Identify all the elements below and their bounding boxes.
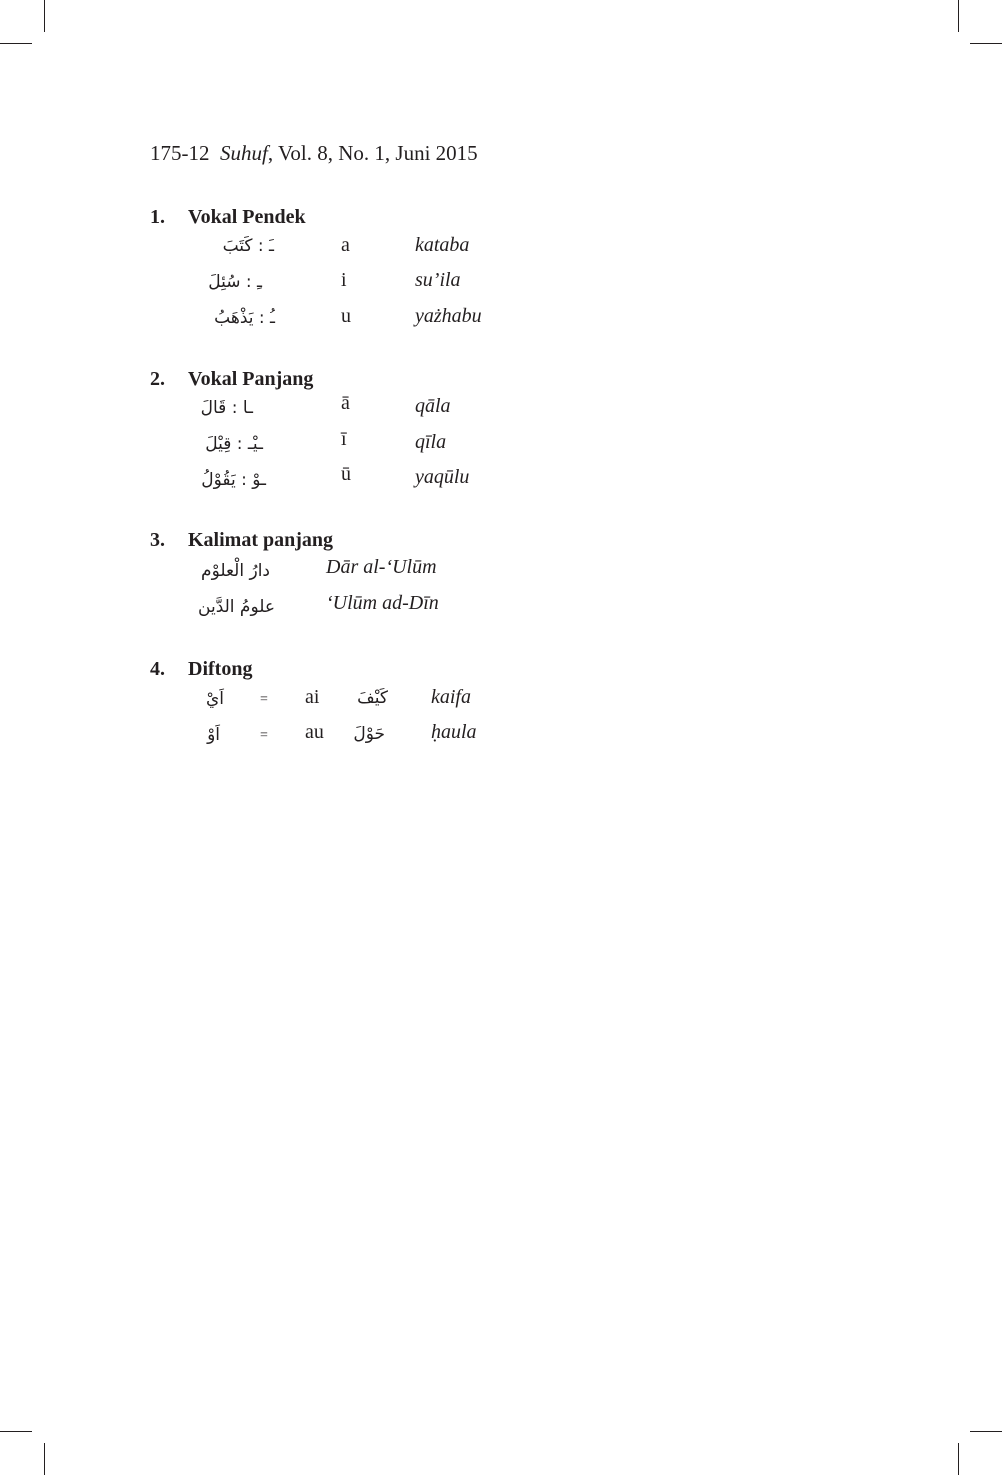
transliteration-example: kataba: [415, 234, 470, 256]
transliteration-example: kaifa: [431, 686, 471, 708]
crop-mark-top-left-horizontal: [0, 43, 32, 44]
transliteration-example: ‘Ulūm ad-Dīn: [326, 592, 439, 614]
section-title-vokal-panjang: [150, 368, 313, 391]
section-number: 4.: [150, 658, 165, 680]
section-title-text: Vokal Panjang: [188, 368, 314, 390]
crop-mark-top-right-vertical: [958, 0, 959, 32]
transliteration-example: yażhabu: [415, 305, 482, 327]
transliteration-example: Dār al-‘Ulūm: [326, 556, 437, 578]
arabic-form: ـا : قَالَ: [200, 398, 253, 418]
crop-mark-bottom-left-horizontal: [0, 1431, 32, 1432]
arabic-phrase: علومُ الدَّين: [198, 597, 275, 617]
section-title-kalimat-panjang: [150, 529, 333, 552]
running-header: [150, 141, 478, 166]
latin-vowel: a: [341, 234, 350, 256]
section-title-vokal-pendek: [150, 206, 306, 229]
section-number: 1.: [150, 206, 165, 228]
crop-mark-bottom-right-vertical: [958, 1443, 959, 1475]
journal-name: Suhuf: [220, 141, 268, 165]
equals-sign: =: [260, 692, 268, 707]
crop-mark-bottom-right-horizontal: [970, 1431, 1002, 1432]
section-number: 3.: [150, 529, 165, 551]
arabic-example: كَيْفَ: [357, 688, 388, 708]
page-number: 175-12: [150, 141, 210, 165]
equals-sign: =: [260, 728, 268, 743]
arabic-phrase: دارُ الْعلوْم: [201, 561, 270, 581]
journal-issue: , Vol. 8, No. 1, Juni 2015: [267, 141, 478, 165]
section-title-text: Kalimat panjang: [188, 529, 334, 551]
transliteration-example: yaqūlu: [415, 466, 470, 488]
arabic-diphthong: اَيْ: [205, 689, 224, 709]
arabic-form: ـَ : كَتَبَ: [222, 236, 274, 256]
arabic-form: ـُ : يَذْهَبُ: [214, 308, 275, 328]
crop-mark-bottom-left-vertical: [44, 1443, 45, 1475]
latin-vowel: ā: [341, 392, 350, 414]
latin-diphthong: ai: [305, 686, 320, 708]
latin-vowel: ū: [341, 463, 351, 485]
crop-mark-top-right-horizontal: [970, 43, 1002, 44]
section-title-text: Vokal Pendek: [188, 206, 306, 228]
crop-mark-top-left-vertical: [44, 0, 45, 32]
section-number: 2.: [150, 368, 165, 390]
latin-vowel: i: [341, 269, 347, 291]
arabic-form: ـوْ : يَقُوْلُ: [201, 470, 266, 490]
latin-diphthong: au: [305, 721, 324, 743]
transliteration-example: ḥaula: [431, 721, 477, 743]
transliteration-example: su’ila: [415, 269, 461, 291]
section-title-text: Diftong: [188, 658, 253, 680]
latin-vowel: u: [341, 305, 351, 327]
transliteration-example: qāla: [415, 395, 451, 417]
arabic-form: ـِ : سُئِلَ: [208, 272, 262, 292]
arabic-diphthong: اَوْ: [207, 725, 220, 745]
arabic-example: حَوْلَ: [353, 724, 385, 744]
arabic-form: ـيْـ : قِيْلَ: [205, 434, 263, 454]
transliteration-example: qīla: [415, 431, 447, 453]
latin-vowel: ī: [341, 428, 347, 450]
section-title-diftong: [150, 658, 252, 681]
